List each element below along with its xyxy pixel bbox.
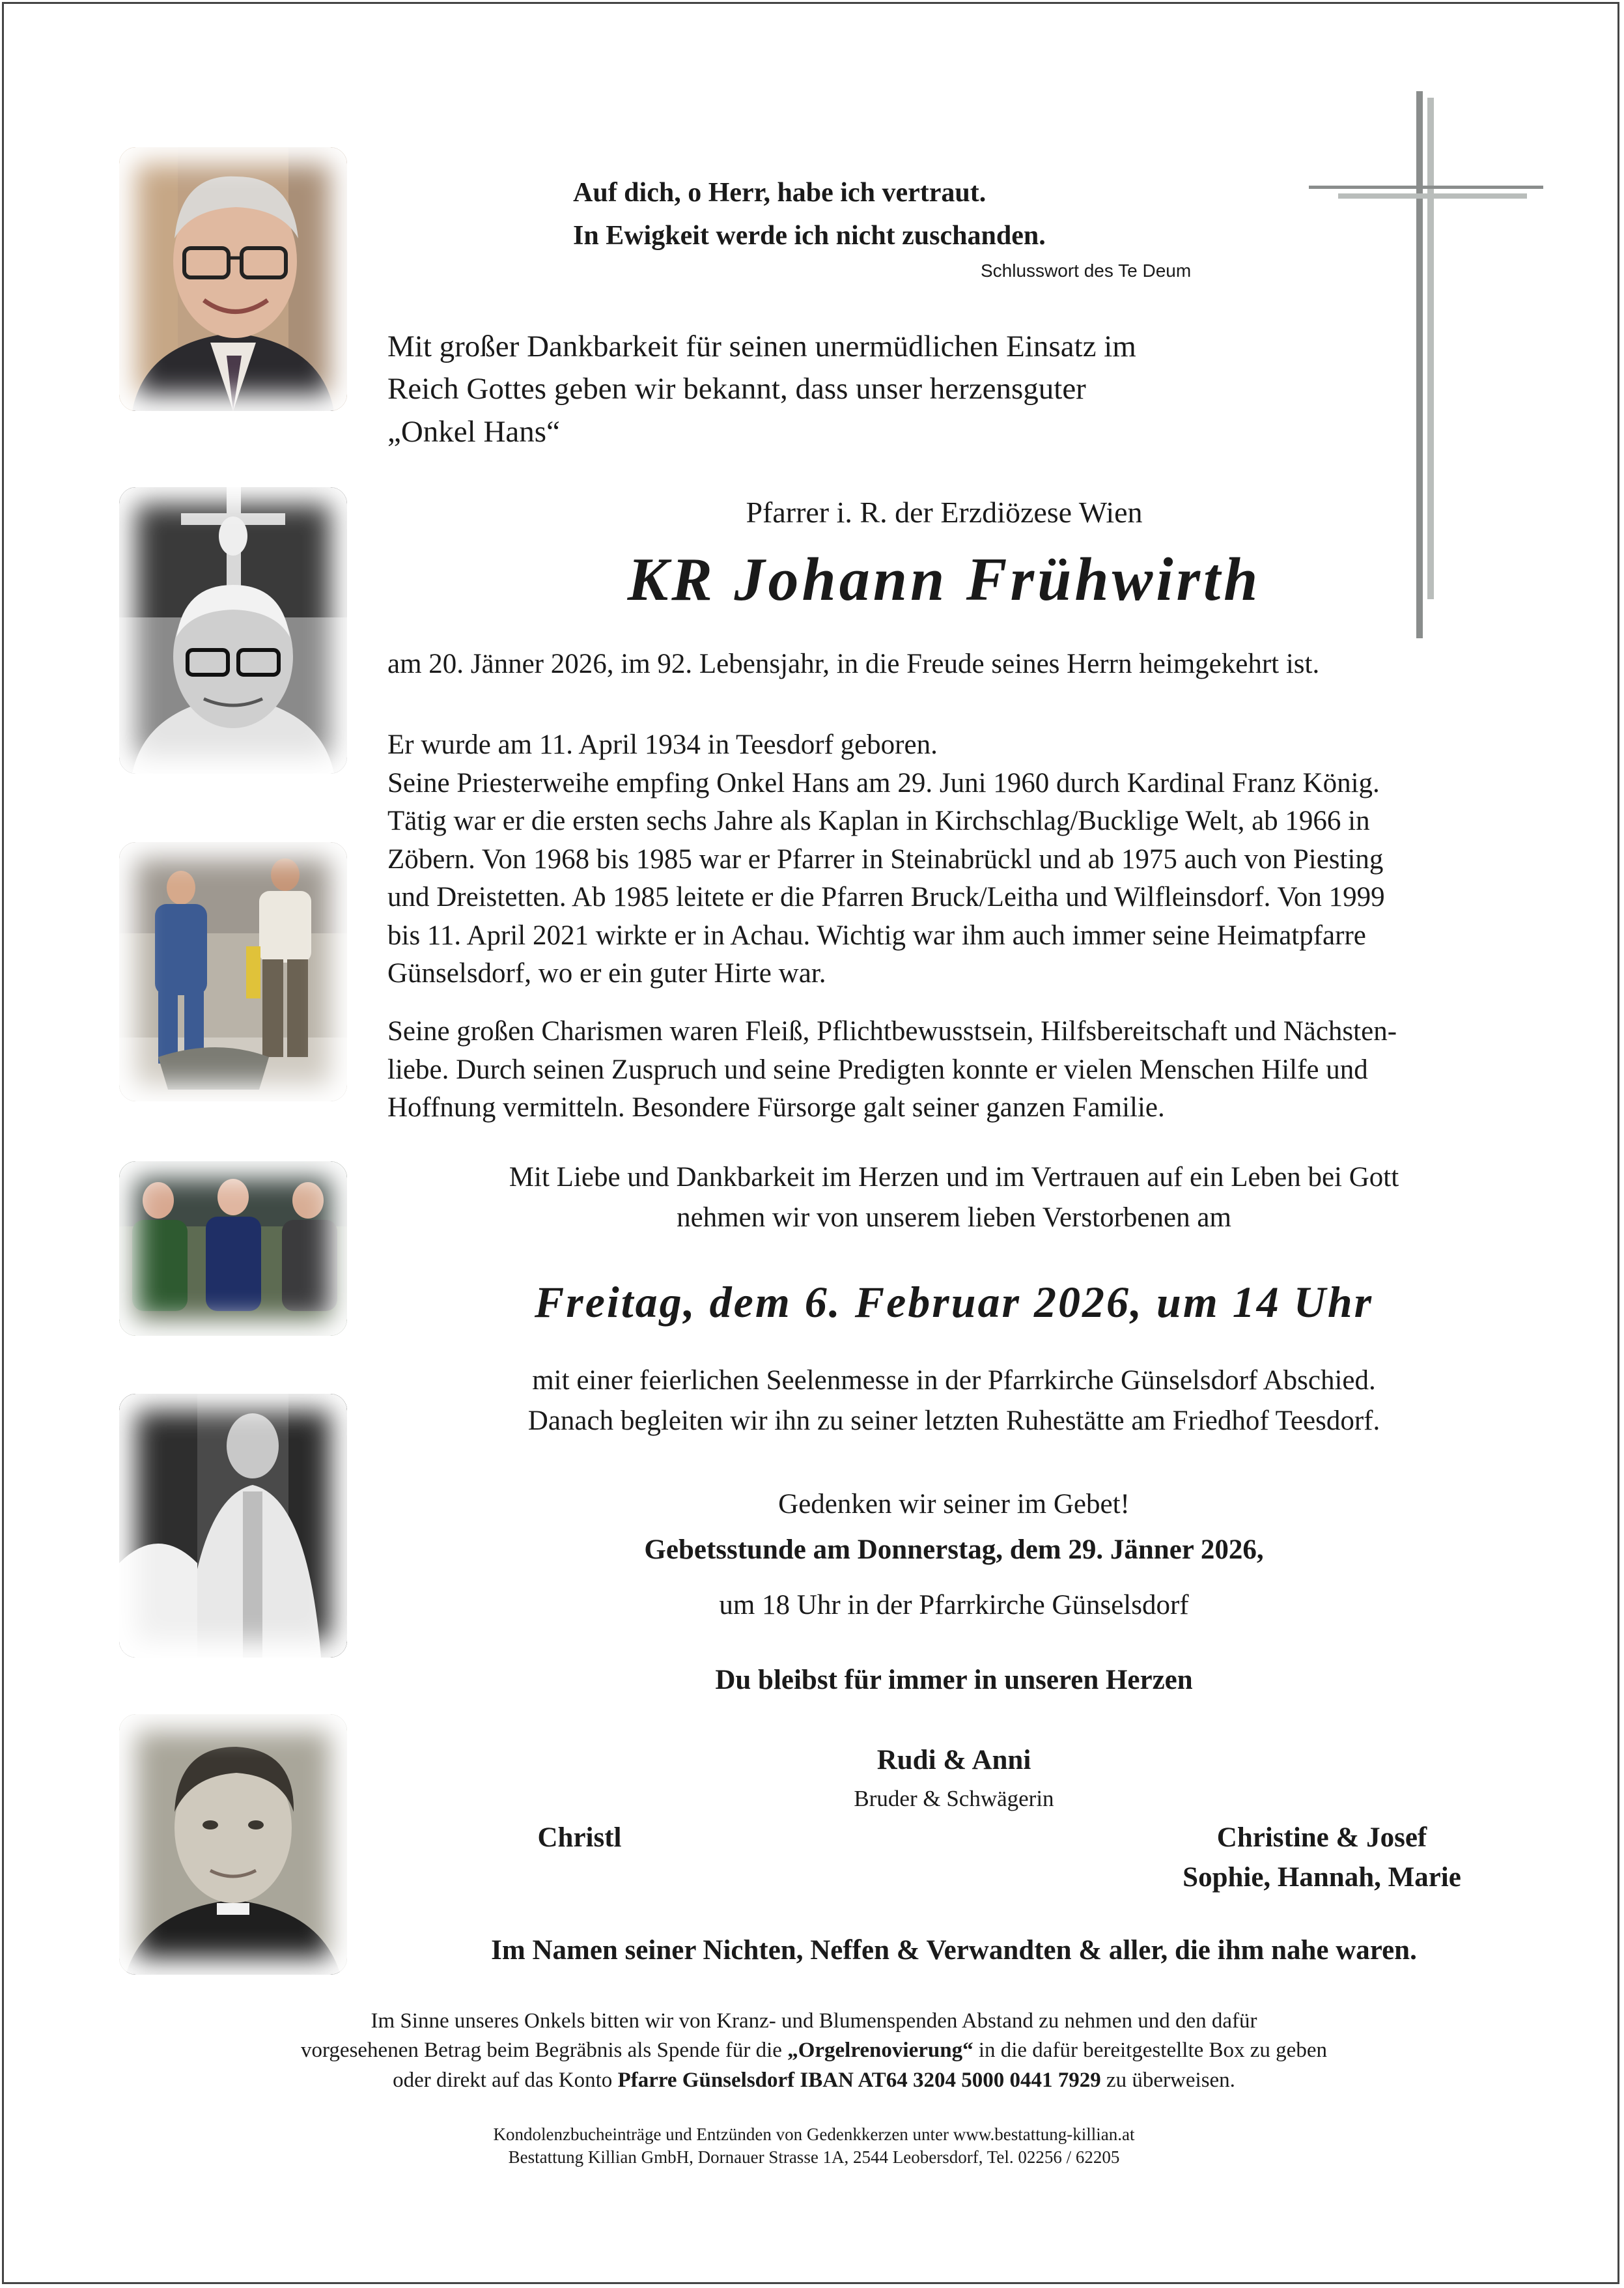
family-center-names: Rudi & Anni [876,1745,1031,1775]
biography [387,726,1517,993]
charisma-line: Seine großen Charismen waren Fleiß, Pflichtbewusstsein, Hilfsbereitschaft und Nächsten- [387,1016,1397,1047]
intro-line-2: Reich Gottes geben wir bekannt, dass unser herzensguter [387,372,1086,406]
charisma-line: Hoffnung vermitteln. Besondere Fürsorge galt seiner ganzen Familie. [387,1092,1165,1123]
family-center-relation: Bruder & Schwägerin [854,1786,1054,1811]
charisma-line: liebe. Durch seinen Zuspruch und seine Predigten konnte er vielen Menschen Hilfe und [387,1054,1368,1085]
family-right-line-2: Sophie, Hannah, Marie [1183,1862,1461,1893]
footer-line-1: Kondolenzbucheinträge und Entzünden von Gedenkkerzen unter www.bestattung-killian.at [493,2125,1135,2144]
construction-work-photo [119,842,347,1101]
prayer-line-3: um 18 Uhr in der Pfarrkirche Günselsdorf [719,1590,1189,1620]
donation-line-3-part: oder direkt auf das Konto [393,2069,618,2092]
young-priest-image [119,1714,347,1975]
family-closing-line: Im Namen seiner Nichten, Neffen & Verwandten & aller, die ihm nahe waren. [491,1935,1417,1966]
donation-purpose: „Orgelrenovierung“ [787,2039,973,2062]
priest-photo-crucifix [119,487,347,774]
three-men-seated-image [119,1161,347,1336]
portrait-elderly-smiling-image [119,147,347,411]
funeral-date: Freitag, dem 6. Februar 2026, um 14 Uhr [534,1277,1374,1327]
biography-line: Seine Priesterweihe empfing Onkel Hans am 29. Juni 1960 durch Kardinal Franz König. [387,767,1380,798]
farewell-line-4: Danach begleiten wir ihn zu seiner letzten Ruhestätte am Friedhof Teesdorf. [527,1405,1380,1436]
charisma-paragraph [387,1013,1517,1127]
priest-with-crucifix-image [119,487,347,774]
deceased-subtitle: Pfarrer i. R. der Erzdiözese Wien [746,496,1143,529]
donation-bank-account: Pfarre Günselsdorf IBAN AT64 3204 5000 0441 7929 [617,2069,1101,2092]
passing-statement: am 20. Jänner 2026, im 92. Lebensjahr, in die Freude seines Herrn heimgekehrt ist. [387,649,1320,679]
donation-line-2 [163,2039,1465,2063]
prayer-line-2: Gebetsstunde am Donnerstag, dem 29. Jänner 2026, [644,1534,1264,1565]
men-working-image [119,842,347,1101]
deceased-name: KR Johann Frühwirth [627,546,1261,614]
mass-celebration-photo [119,1394,347,1658]
footer-line-2: Bestattung Killian GmbH, Dornauer Strasse 1A, 2544 Leobersdorf, Tel. 02256 / 62205 [508,2147,1120,2167]
motto-line-1: Auf dich, o Herr, habe ich vertraut. [573,178,987,208]
family-left-names: Christl [537,1822,622,1853]
biography-line: Tätig war er die ersten sechs Jahre als Kaplan in Kirchschlag/Bucklige Welt, ab 1966 in [387,806,1370,836]
intro-line-1: Mit großer Dankbarkeit für seinen unermüdlichen Einsatz im [387,330,1136,363]
biography-line: Günselsdorf, wo er ein guter Hirte war. [387,958,826,989]
donation-line-2-part: in die dafür bereitgestellte Box zu geben [973,2039,1327,2062]
farewell-line-3: mit einer feierlichen Seelenmesse in der Pfarrkirche Günselsdorf Abschied. [532,1365,1376,1396]
portrait-photo-1 [119,147,347,411]
farewell-line-1: Mit Liebe und Dankbarkeit im Herzen und im Vertrauen auf ein Leben bei Gott [509,1162,1399,1193]
intro-line-3: „Onkel Hans“ [387,415,560,449]
prayer-line-1: Gedenken wir seiner im Gebet! [778,1489,1130,1519]
group-of-three-photo [119,1161,347,1336]
family-right-line-1: Christine & Josef [1216,1822,1427,1853]
biography-line: Zöbern. Von 1968 bis 1985 war er Pfarrer in Steinabrückl und ab 1975 auch von Piesting [387,843,1384,875]
young-priest-portrait-photo [119,1714,347,1975]
motto-line-2: In Ewigkeit werde ich nicht zuschanden. [573,221,1046,251]
biography-line: Er wurde am 11. April 1934 in Teesdorf geboren. [387,729,938,760]
priest-at-mass-image [119,1394,347,1658]
biography-line: bis 11. April 2021 wirkte er in Achau. Wichtig war ihm auch immer seine Heimatpfarre [387,920,1366,951]
farewell-line-2: nehmen wir von unserem lieben Verstorbenen am [677,1202,1231,1233]
donation-line-1: Im Sinne unseres Onkels bitten wir von Kranz- und Blumenspenden Abstand zu nehmen und den dafür [371,2009,1257,2033]
donation-line-2-part: vorgesehenen Betrag beim Begräbnis als Spende für die [301,2039,788,2062]
motto-source: Schlusswort des Te Deum [981,261,1192,281]
biography-line: und Dreistetten. Ab 1985 leitete er die Pfarren Bruck/Leitha und Wilfleinsdorf. Von 1999 [387,882,1385,912]
remembrance-line: Du bleibst für immer in unseren Herzen [715,1665,1193,1695]
donation-line-3-part: zu überweisen. [1100,2069,1235,2092]
donation-line-3 [163,2069,1465,2093]
